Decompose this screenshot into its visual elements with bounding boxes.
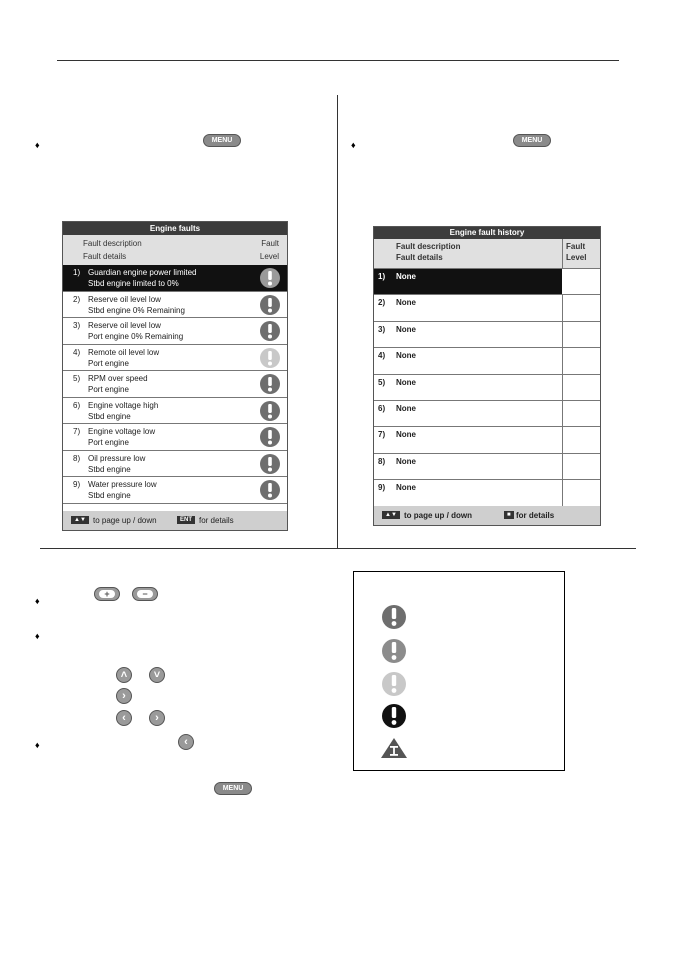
history-row[interactable] — [374, 295, 600, 321]
menu-button[interactable] — [203, 134, 241, 147]
plus-icon: + — [99, 590, 115, 598]
fault-row[interactable] — [63, 265, 287, 292]
history-row[interactable] — [374, 269, 600, 295]
fault-description: None — [396, 456, 416, 466]
chevron-down-icon: ˅ — [153, 668, 161, 681]
fault-description: Water pressure low — [88, 480, 157, 489]
fault-description: None — [396, 403, 416, 413]
fault-row[interactable] — [63, 424, 287, 451]
bullet-icon: ♦ — [35, 631, 40, 641]
bullet-icon: ♦ — [351, 140, 356, 150]
row-number: 1) — [378, 272, 386, 281]
chevron-up-icon: ˄ — [120, 668, 128, 681]
menu-button-label: MENU — [222, 785, 244, 792]
row-number: 1) — [73, 268, 81, 277]
left-button[interactable] — [116, 710, 132, 726]
header-level: Level — [259, 252, 279, 261]
row-number: 3) — [378, 324, 386, 334]
bullet-icon: ♦ — [35, 740, 40, 750]
fault-row[interactable] — [63, 477, 287, 504]
fault-description: None — [396, 324, 416, 334]
header-fault: Fault — [261, 239, 279, 248]
up-button[interactable] — [116, 667, 132, 683]
header-fault-details: Fault details — [396, 253, 443, 262]
down-button[interactable] — [149, 667, 165, 683]
fault-description: None — [396, 351, 416, 361]
fault-details: Port engine — [88, 358, 129, 368]
details-key-icon: ■ — [504, 511, 514, 519]
warning-triangle-icon — [381, 738, 407, 758]
menu-button[interactable] — [214, 782, 252, 795]
plus-button[interactable] — [94, 587, 120, 601]
column-separator — [562, 239, 563, 269]
fault-level-icon — [259, 426, 281, 448]
fault-description: None — [396, 430, 416, 440]
fault-row[interactable] — [63, 398, 287, 425]
arrow-keys-icon: ▲▼ — [382, 511, 400, 519]
row-number: 4) — [378, 351, 386, 361]
level-cell — [562, 295, 563, 320]
fault-row[interactable] — [63, 318, 287, 345]
fault-level-icon — [259, 453, 281, 475]
level-cell — [562, 401, 563, 426]
minus-button[interactable] — [132, 587, 158, 601]
fault-description: Reserve oil level low — [88, 294, 161, 304]
footer-text-page: to page up / down — [404, 511, 472, 520]
right-button[interactable] — [149, 710, 165, 726]
footer-text-details: for details — [199, 516, 234, 525]
history-row[interactable] — [374, 454, 600, 480]
critical-dark-fault-icon — [382, 605, 406, 629]
row-number: 3) — [73, 321, 81, 330]
fault-details: Port engine — [88, 438, 129, 447]
footer-text-details: for details — [516, 511, 555, 520]
row-number: 9) — [378, 483, 386, 493]
level-cell — [562, 348, 563, 373]
header-fault: Fault — [566, 242, 586, 251]
row-number: 5) — [378, 377, 386, 387]
history-row[interactable] — [374, 348, 600, 374]
chevron-left-icon: ‹ — [184, 735, 188, 748]
row-number: 4) — [73, 347, 81, 357]
fault-details: Port engine 0% Remaining — [88, 332, 184, 341]
arrow-keys-icon: ▲▼ — [71, 516, 89, 524]
level-cell — [562, 480, 563, 505]
row-number: 8) — [378, 456, 386, 466]
history-row[interactable] — [374, 401, 600, 427]
medium-fault-icon — [382, 639, 406, 663]
fault-details: Stbd engine limited to 0% — [88, 279, 179, 288]
bullet-icon: ♦ — [35, 596, 40, 606]
fault-description: Remote oil level low — [88, 347, 160, 357]
fault-details: Stbd engine — [88, 491, 131, 500]
row-number: 9) — [73, 480, 81, 489]
fault-level-icon — [259, 400, 281, 422]
top-rule — [57, 60, 619, 61]
chevron-right-icon: › — [122, 689, 126, 702]
fault-level-icon — [259, 373, 281, 395]
fault-row[interactable] — [63, 371, 287, 398]
legend-icons — [354, 572, 564, 770]
header-fault-description: Fault description — [396, 242, 461, 251]
level-cell — [562, 454, 563, 479]
fault-level-icon — [259, 320, 281, 342]
row-number: 2) — [378, 298, 386, 308]
table-header — [63, 235, 287, 265]
header-fault-details: Fault details — [83, 252, 127, 261]
fault-description: RPM over speed — [88, 374, 148, 383]
history-list — [374, 269, 600, 507]
fault-details: Stbd engine 0% Remaining — [88, 305, 185, 315]
right-button[interactable] — [116, 688, 132, 704]
row-number: 5) — [73, 374, 81, 383]
fault-level-icon — [259, 479, 281, 501]
history-row[interactable] — [374, 480, 600, 506]
screen-title: Engine fault history — [374, 227, 600, 239]
history-row[interactable] — [374, 322, 600, 348]
fault-level-icon — [259, 347, 281, 369]
fault-description: None — [396, 377, 416, 387]
fault-row[interactable] — [63, 292, 287, 319]
fault-level-legend — [353, 571, 565, 771]
fault-list — [63, 265, 287, 504]
column-divider — [337, 95, 338, 548]
row-number: 8) — [73, 453, 81, 463]
row-number: 2) — [73, 294, 81, 304]
ent-key-icon: ENT — [177, 516, 195, 524]
screen-title: Engine faults — [63, 222, 287, 235]
row-number: 7) — [73, 427, 81, 436]
table-header — [374, 239, 600, 269]
engine-faults-screen — [62, 221, 288, 531]
section-divider — [40, 548, 636, 549]
level-cell — [562, 322, 563, 347]
screen-footer — [63, 511, 287, 530]
fault-row[interactable] — [63, 451, 287, 478]
menu-button-label: MENU — [211, 137, 233, 144]
fault-level-icon — [259, 267, 281, 289]
fault-description: Guardian engine power limited — [88, 268, 197, 277]
menu-button-label: MENU — [521, 137, 543, 144]
fault-description: Reserve oil level low — [88, 321, 161, 330]
bullet-icon: ♦ — [35, 140, 40, 150]
row-number: 7) — [378, 430, 386, 440]
chevron-right-icon: › — [155, 711, 159, 724]
left-button[interactable] — [178, 734, 194, 750]
minus-icon: − — [137, 590, 153, 598]
fault-description: None — [396, 272, 416, 281]
fault-description: Oil pressure low — [88, 453, 146, 463]
fault-row[interactable] — [63, 345, 287, 372]
footer-text-page: to page up / down — [93, 516, 157, 525]
menu-button[interactable] — [513, 134, 551, 147]
fault-details: Port engine — [88, 385, 129, 394]
black-fault-icon — [382, 704, 406, 728]
level-cell — [562, 375, 563, 400]
fault-description: Engine voltage high — [88, 400, 159, 410]
chevron-left-icon: ‹ — [122, 711, 126, 724]
header-fault-description: Fault description — [83, 239, 142, 248]
row-number: 6) — [73, 400, 81, 410]
fault-details: Stbd engine — [88, 411, 131, 421]
header-level: Level — [566, 253, 587, 262]
fault-description: None — [396, 483, 416, 493]
history-row[interactable] — [374, 427, 600, 453]
screen-footer — [374, 506, 600, 525]
fault-description: None — [396, 298, 416, 308]
level-cell — [562, 427, 563, 452]
light-fault-icon — [382, 672, 406, 696]
engine-fault-history-screen — [373, 226, 601, 526]
level-cell — [562, 269, 601, 294]
fault-details: Stbd engine — [88, 464, 131, 474]
fault-description: Engine voltage low — [88, 427, 156, 436]
fault-level-icon — [259, 294, 281, 316]
row-number: 6) — [378, 403, 386, 413]
history-row[interactable] — [374, 375, 600, 401]
